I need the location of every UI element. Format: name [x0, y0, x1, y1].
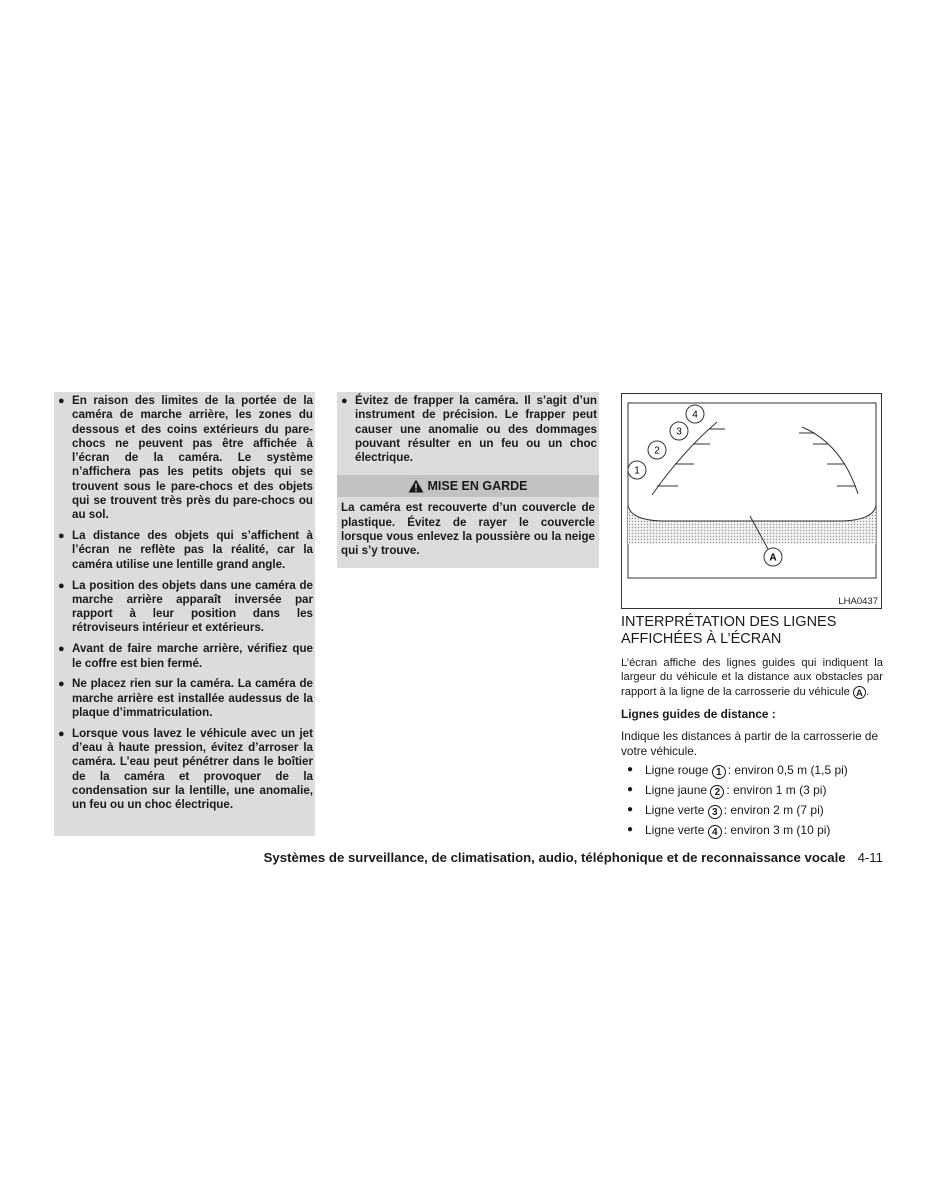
list-item: ● Évitez de frapper la caméra. Il s’agit d’un instrument de précision. Le frapper peut causer une anomalie ou des dommages pouvant résulter en un feu ou un choc électrique. — [341, 394, 597, 465]
guide-lines-list — [627, 760, 848, 840]
bullet-icon: ● — [627, 784, 634, 795]
callout-2 — [648, 441, 666, 459]
warning-triangle-icon — [408, 479, 424, 493]
bullet-icon: ● — [58, 530, 65, 543]
section-title: INTERPRÉTATION DES LIGNES AFFICHÉES À L’ÉCRAN — [621, 614, 837, 647]
list-item: ● Ligne rouge 1 : environ 0,5 m (1,5 pi) — [627, 760, 848, 780]
number-badge: 3 — [708, 805, 722, 819]
middle-warning-list — [341, 394, 597, 465]
bullet-icon: ● — [58, 395, 65, 407]
bullet-icon: ● — [627, 804, 634, 815]
bullet-icon: ● — [58, 727, 65, 740]
bullet-icon: ● — [627, 824, 634, 835]
svg-text:4: 4 — [692, 409, 698, 421]
caution-text: La caméra est recouverte d’un couvercle de plastique. Évitez de rayer le couvercle lorsque vous enlevez la poussière ou la neige qui s’y trouve. — [341, 501, 595, 558]
list-item: ● Ligne verte 3 : environ 2 m (7 pi) — [627, 800, 848, 820]
svg-text:3: 3 — [676, 426, 682, 438]
list-item: ● Avant de faire marche arrière, vérifiez que le coffre est bien fermé. — [58, 642, 313, 670]
middle-warning-box — [337, 392, 599, 568]
list-item: ● Ligne verte 4 : environ 3 m (10 pi) — [627, 820, 848, 840]
left-warning-box — [54, 392, 315, 836]
callout-1 — [628, 461, 646, 479]
camera-screen-diagram — [622, 394, 881, 608]
page-footer — [0, 850, 883, 865]
list-item: ● La distance des objets qui s’affichent à l’écran ne reflète pas la réalité, car la caméra utilise une lentille grand angle. — [58, 529, 313, 571]
left-warning-list — [58, 394, 313, 813]
camera-screen-frame — [628, 403, 876, 578]
number-badge: 1 — [712, 765, 726, 779]
bullet-icon: ● — [58, 579, 65, 592]
list-item: ● Ligne jaune 2 : environ 1 m (3 pi) — [627, 780, 848, 800]
number-badge: 4 — [708, 825, 722, 839]
caution-title: MISE EN GARDE — [427, 479, 528, 494]
guide-lines-intro: Indique les distances à partir de la carrosserie de votre véhicule. — [621, 729, 879, 758]
svg-text:2: 2 — [654, 445, 660, 457]
bullet-icon: ● — [58, 643, 65, 656]
page-number: 4-11 — [857, 850, 883, 865]
callout-a — [764, 548, 782, 566]
camera-guide-lines-figure — [621, 393, 882, 609]
figure-code: LHA0437 — [838, 596, 878, 607]
intro-paragraph: L’écran affiche des lignes guides qui indiquent la largeur du véhicule et la distance aux obstacles par rapport à la ligne de la carrosserie du véhicule A . — [621, 657, 883, 699]
svg-text:A: A — [769, 552, 777, 564]
bullet-icon: ● — [58, 678, 65, 691]
list-item: ● Ne placez rien sur la caméra. La caméra de marche arrière est installée audessus de la plaque d’immatriculation. — [58, 677, 313, 719]
caution-heading — [337, 475, 599, 497]
list-item: ● La position des objets dans une caméra de marche arrière apparaît inversée par rapport à leur position dans les rétroviseurs intérieur et extérieurs. — [58, 578, 313, 635]
guide-lines-heading: Lignes guides de distance : — [621, 707, 776, 721]
list-item: ● En raison des limites de la portée de la caméra de marche arrière, les zones du dessous et des coins extérieurs du pare-chocs ne peuvent pas être affichée à l’écran de la caméra. Le système n’affichera pas les petits objets qui se trouvent sous le pare-chocs et des objets qui se trouvent très près du pare-chocs ou au sol. — [58, 394, 313, 522]
callout-4 — [686, 405, 704, 423]
chapter-title: Systèmes de surveillance, de climatisation, audio, téléphonique et de reconnaissance vocale — [263, 850, 846, 865]
reference-a-badge: A — [853, 686, 866, 699]
callout-3 — [670, 422, 688, 440]
bullet-icon: ● — [341, 395, 348, 407]
list-item: ● Lorsque vous lavez le véhicule avec un jet d’eau à haute pression, évitez d’arroser la caméra. L’eau peut pénétrer dans le boîtier de la caméra et provoquer de la condensation sur la lentille, une anomalie, un feu ou un choc électrique. — [58, 726, 313, 812]
number-badge: 2 — [710, 785, 724, 799]
svg-text:1: 1 — [634, 465, 640, 477]
bullet-icon: ● — [627, 764, 634, 775]
